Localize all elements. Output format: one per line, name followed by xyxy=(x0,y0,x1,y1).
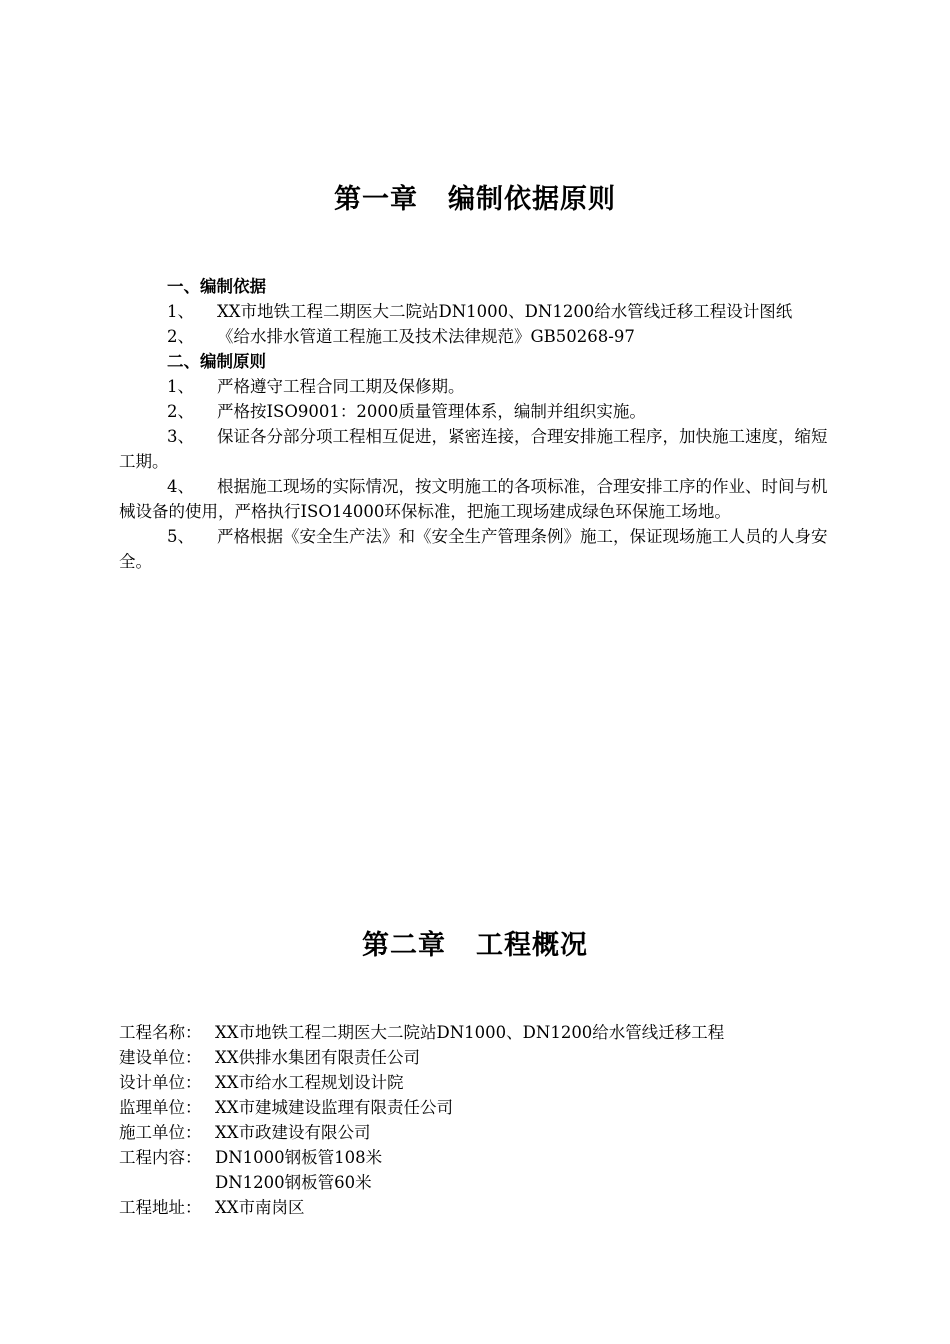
principle-item-3: 3、 保证各分部分项工程相互促进，紧密连接，合理安排施工程序，加快施工速度，缩短工期。 xyxy=(119,427,828,471)
supervisor-row: 监理单位： XX市建城建设监理有限责任公司 xyxy=(119,1098,453,1117)
section-principles-heading: 二、编制原则 xyxy=(167,352,266,371)
designer-row: 设计单位： XX市给水工程规划设计院 xyxy=(119,1073,404,1092)
basis-item-2: 2、 《给水排水管道工程施工及技术法律规范》GB50268-97 xyxy=(167,327,635,346)
chapter-2-number: 第二章 xyxy=(362,930,446,961)
chapter-1-number: 第一章 xyxy=(334,184,418,215)
contractor-row: 施工单位： XX市政建设有限公司 xyxy=(119,1123,371,1142)
chapter-1-body xyxy=(119,274,841,574)
chapter-1-title xyxy=(0,184,950,216)
project-overview xyxy=(119,1020,841,1220)
project-name-row: 工程名称： XX市地铁工程二期医大二院站DN1000、DN1200给水管线迁移工程 xyxy=(119,1023,725,1042)
principle-item-2: 2、 严格按ISO9001：2000质量管理体系，编制并组织实施。 xyxy=(167,402,646,421)
address-row: 工程地址： XX市南岗区 xyxy=(119,1198,305,1217)
content-row-2: DN1200钢板管60米 xyxy=(215,1173,372,1192)
content-row: 工程内容： DN1000钢板管108米 xyxy=(119,1148,383,1167)
principle-item-5: 5、 严格根据《安全生产法》和《安全生产管理条例》施工，保证现场施工人员的人身安全。 xyxy=(119,527,828,571)
basis-item-1: 1、 XX市地铁工程二期医大二院站DN1000、DN1200给水管线迁移工程设计图纸 xyxy=(167,302,793,321)
client-row: 建设单位： XX供排水集团有限责任公司 xyxy=(119,1048,420,1067)
chapter-2-heading: 工程概况 xyxy=(476,930,588,961)
principle-item-1: 1、 严格遵守工程合同工期及保修期。 xyxy=(167,377,465,396)
chapter-2-title xyxy=(0,930,950,962)
principle-item-4: 4、 根据施工现场的实际情况，按文明施工的各项标准，合理安排工序的作业、时间与机械设备的使用，严格执行ISO14000环保标准，把施工现场建成绿色环保施工场地。 xyxy=(119,477,828,521)
section-basis-heading: 一、编制依据 xyxy=(167,277,266,296)
chapter-1-heading: 编制依据原则 xyxy=(448,184,616,215)
